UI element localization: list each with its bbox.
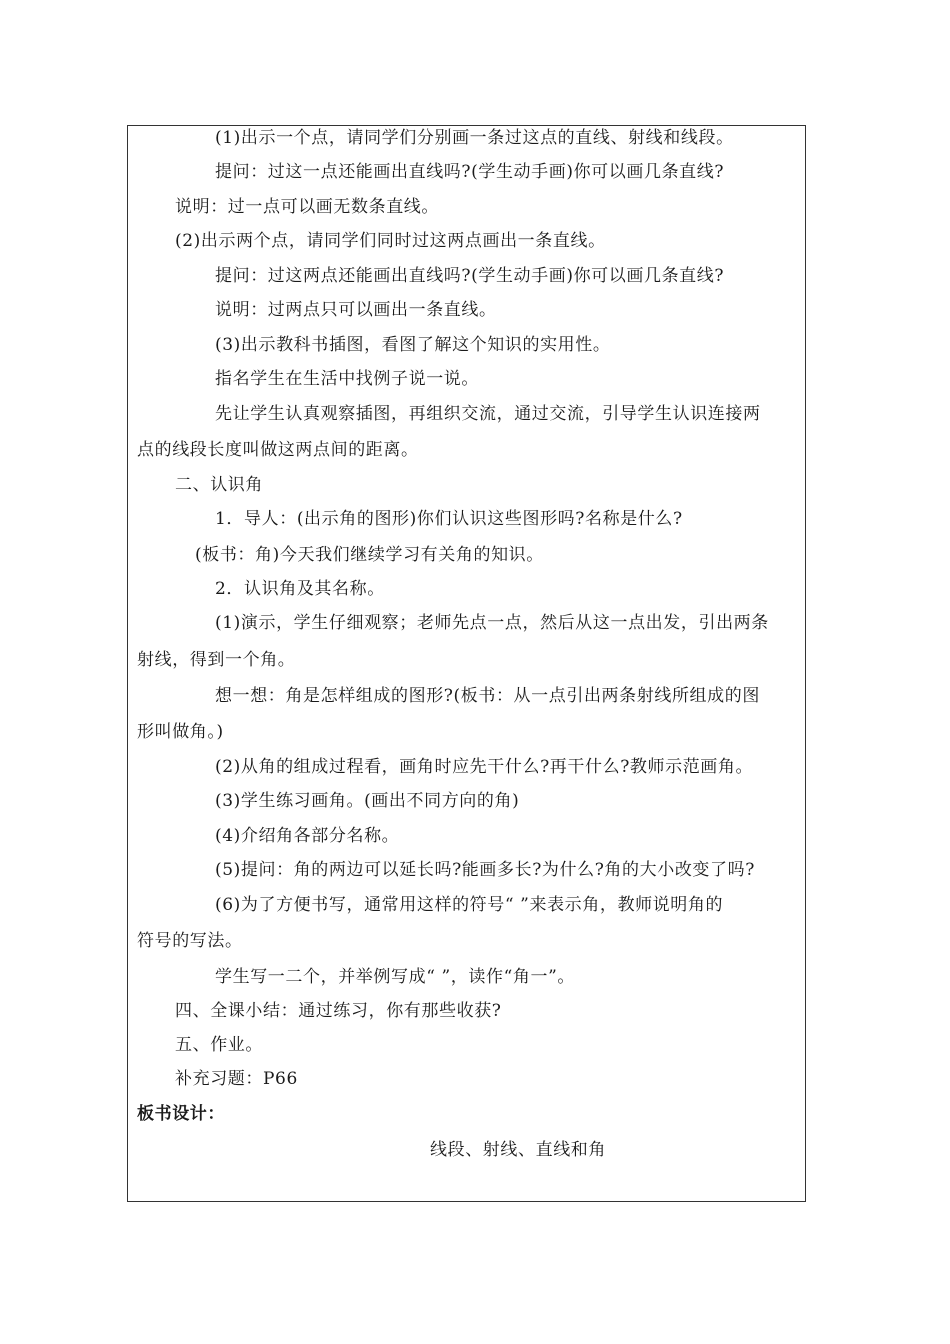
section-heading: 二、认识角 [175, 475, 263, 495]
section-heading: 四、全课小结：通过练习，你有那些收获? [175, 1001, 502, 1021]
text-line: (4)介绍角各部分名称。 [215, 826, 400, 846]
text-line: 符号的写法。 [137, 931, 243, 951]
text-line: (5)提问：角的两边可以延长吗?能画多长?为什么?角的大小改变了吗? [215, 860, 755, 880]
board-title: 线段、射线、直线和角 [430, 1140, 606, 1160]
text-line: (2)出示两个点，请同学们同时过这两点画出一条直线。 [175, 231, 606, 251]
text-line: 1．导人：(出示角的图形)你们认识这些图形吗?名称是什么? [215, 509, 683, 529]
text-line: (1)出示一个点，请同学们分别画一条过这点的直线、射线和线段。 [215, 128, 734, 148]
text-line: (6)为了方便书写，通常用这样的符号“ ”来表示角，教师说明角的 [215, 895, 724, 915]
text-line: 说明：过一点可以画无数条直线。 [175, 197, 439, 217]
text-line: 说明：过两点只可以画出一条直线。 [215, 300, 497, 320]
board-design-heading: 板书设计： [137, 1104, 225, 1124]
section-heading: 五、作业。 [175, 1035, 263, 1055]
text-line: 形叫做角。) [137, 722, 224, 742]
text-line: (3)出示教科书插图，看图了解这个知识的实用性。 [215, 335, 611, 355]
text-line: 提问：过这一点还能画出直线吗?(学生动手画)你可以画几条直线? [215, 162, 725, 182]
text-line: (板书：角)今天我们继续学习有关角的知识。 [195, 545, 544, 565]
text-line: 2．认识角及其名称。 [215, 579, 385, 599]
text-line: 先让学生认真观察插图，再组织交流，通过交流，引导学生认识连接两 [215, 404, 761, 424]
text-line: (3)学生练习画角。(画出不同方向的角) [215, 791, 520, 811]
text-line: (2)从角的组成过程看，画角时应先干什么?再干什么?教师示范画角。 [215, 757, 754, 777]
text-line: 指名学生在生活中找例子说一说。 [215, 369, 479, 389]
text-line: 学生写一二个，并举例写成“ ”，读作“角一”。 [215, 967, 575, 987]
text-line: (1)演示，学生仔细观察；老师先点一点，然后从这一点出发，引出两条 [215, 613, 769, 633]
text-line: 提问：过这两点还能画出直线吗?(学生动手画)你可以画几条直线? [215, 266, 725, 286]
text-line: 点的线段长度叫做这两点间的距离。 [137, 440, 419, 460]
text-line: 补充习题：P66 [175, 1069, 298, 1089]
text-line: 想一想：角是怎样组成的图形?(板书：从一点引出两条射线所组成的图 [215, 686, 760, 706]
text-line: 射线，得到一个角。 [137, 650, 296, 670]
